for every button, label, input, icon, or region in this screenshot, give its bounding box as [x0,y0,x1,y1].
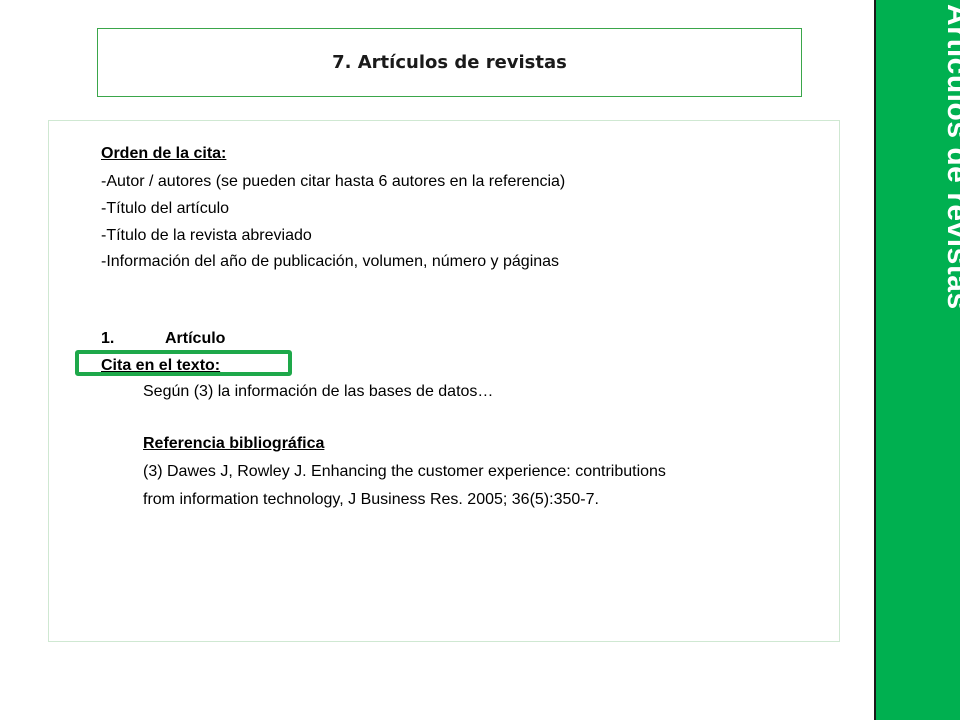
referencia-heading: Referencia bibliográfica [143,435,325,452]
cita-highlight-box [75,350,292,376]
order-item-author: -Autor / autores (se pueden citar hasta 6 autores en la referencia) [101,173,566,190]
cita-example: Según (3) la información de las bases de datos… [143,383,494,400]
order-item-publication-info: -Información del año de publicación, volumen, número y páginas [101,253,560,270]
referencia-line-1: (3) Dawes J, Rowley J. Enhancing the customer experience: contributions [143,463,666,480]
sidebar-panel [874,0,974,720]
sidebar-label: Artículos de revistas [941,4,974,310]
item-title: Artículo [165,330,226,347]
order-item-journal: -Título de la revista abreviado [101,227,312,244]
item-number: 1. [101,330,115,347]
order-heading: Orden de la cita: [101,145,227,162]
cita-heading: Cita en el texto: [101,357,221,374]
order-item-title: -Título del artículo [101,200,230,217]
referencia-line-2: from information technology, J Business Res. 2005; 36(5):350-7. [143,491,599,508]
title-box [97,28,802,97]
page-title: 7. Artículos de revistas [332,52,567,73]
